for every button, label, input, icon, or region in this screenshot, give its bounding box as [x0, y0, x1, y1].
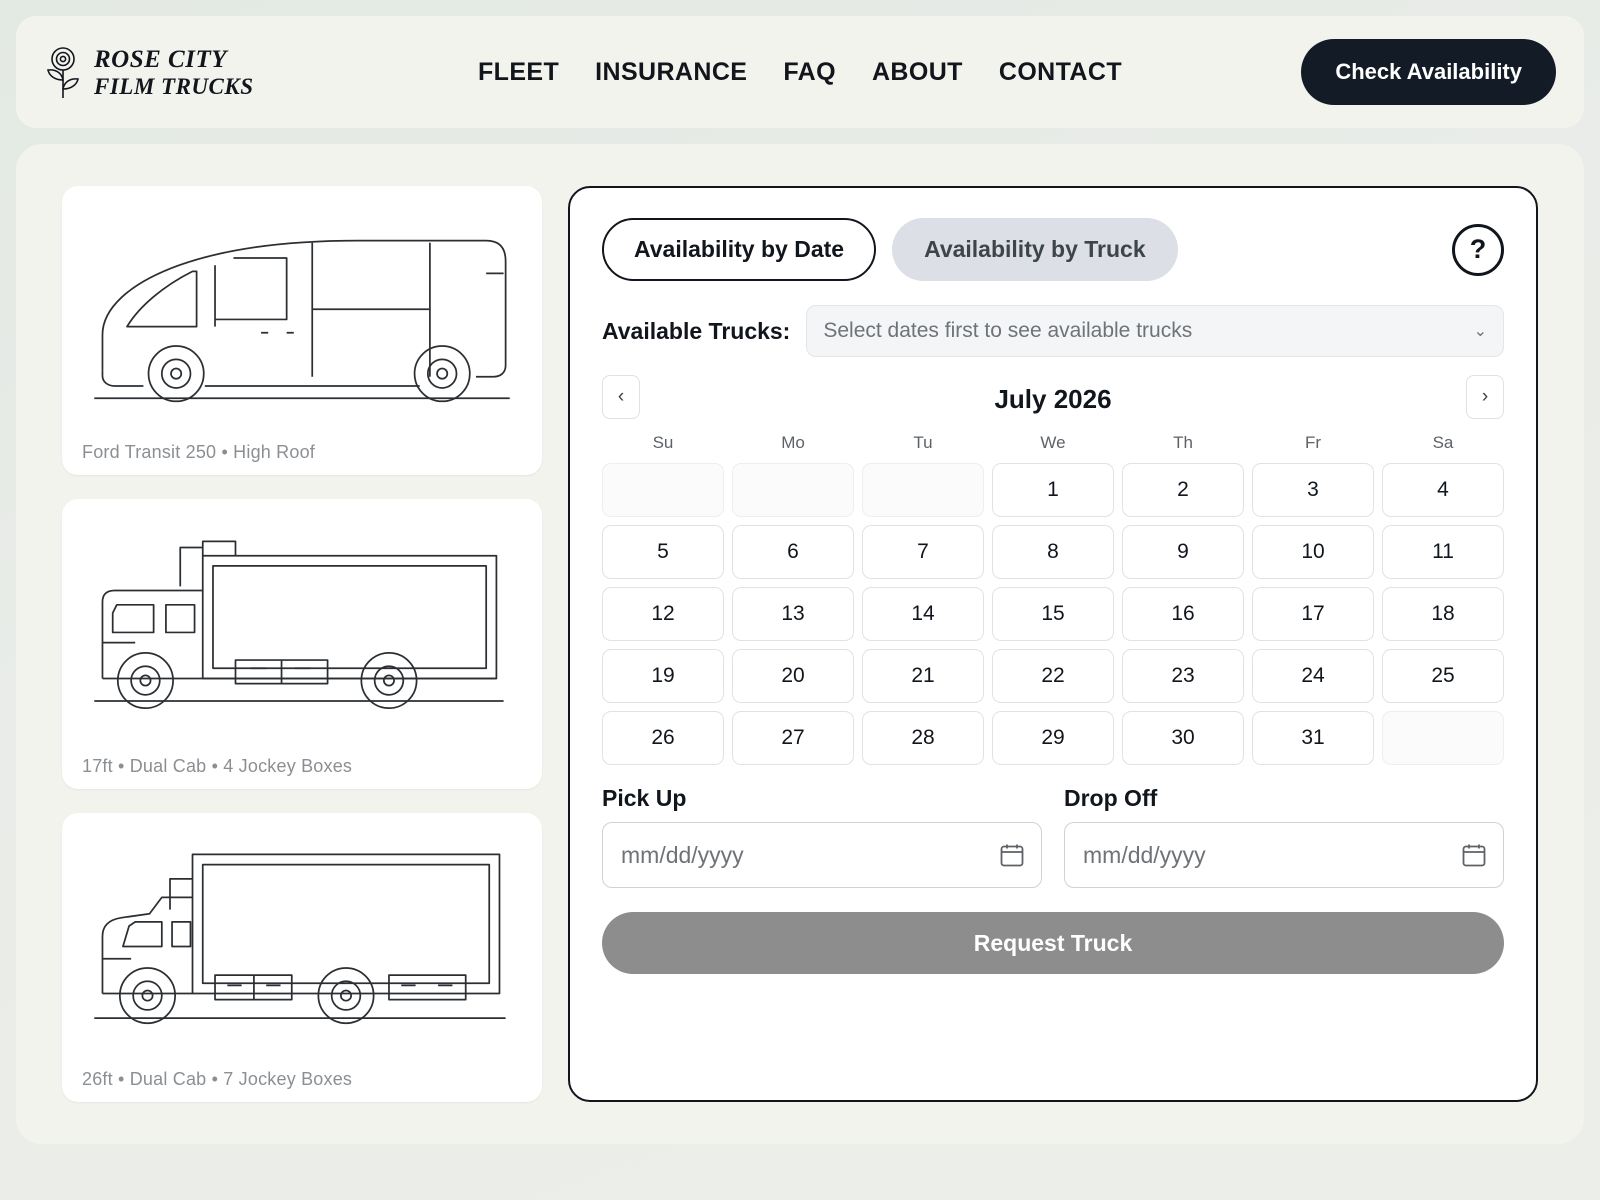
calendar-day[interactable]: 29: [992, 711, 1114, 765]
calendar-title: July 2026: [994, 383, 1112, 414]
day-header: Sa: [1432, 433, 1454, 452]
calendar-header: [602, 375, 1504, 423]
nav-item-about[interactable]: ABOUT: [871, 57, 963, 86]
day-header: We: [1040, 433, 1066, 452]
cargo-van-icon: [82, 202, 522, 436]
calendar-week-row: [602, 649, 1504, 703]
logo-line-1: ROSE CITY: [94, 45, 228, 73]
calendar-day[interactable]: 25: [1382, 649, 1504, 703]
truck-card[interactable]: [62, 499, 542, 788]
pickup-date-placeholder: mm/dd/yyyy: [621, 841, 744, 868]
check-availability-button[interactable]: Check Availability: [1301, 39, 1556, 105]
day-header: Mo: [781, 433, 805, 452]
calendar-day[interactable]: 28: [862, 711, 984, 765]
pickup-field-group: [602, 785, 1042, 888]
tab-availability-by-date[interactable]: Availability by Date: [602, 218, 876, 281]
dropoff-date-input[interactable]: [1064, 822, 1504, 888]
calendar-day[interactable]: 6: [732, 525, 854, 579]
calendar-day[interactable]: 14: [862, 587, 984, 641]
calendar-week-row: [602, 463, 1504, 517]
calendar-icon[interactable]: [999, 842, 1025, 868]
nav-item-contact[interactable]: CONTACT: [998, 57, 1123, 86]
calendar-day[interactable]: 11: [1382, 525, 1504, 579]
rose-icon: [40, 44, 86, 100]
calendar-prev-button[interactable]: ‹: [602, 375, 640, 419]
calendar-day[interactable]: 27: [732, 711, 854, 765]
day-header: Tu: [913, 433, 933, 452]
calendar-day[interactable]: 2: [1122, 463, 1244, 517]
calendar-day[interactable]: 19: [602, 649, 724, 703]
calendar-day[interactable]: 15: [992, 587, 1114, 641]
pickup-date-input[interactable]: [602, 822, 1042, 888]
calendar-icon[interactable]: [1461, 842, 1487, 868]
calendar-week-row: [602, 587, 1504, 641]
calendar-day[interactable]: 23: [1122, 649, 1244, 703]
calendar-day[interactable]: 4: [1382, 463, 1504, 517]
calendar-day[interactable]: 13: [732, 587, 854, 641]
tab-availability-by-truck[interactable]: Availability by Truck: [892, 218, 1178, 281]
calendar-week-row: [602, 711, 1504, 765]
logo[interactable]: [40, 44, 254, 100]
booking-panel: [568, 186, 1538, 1102]
calendar-day[interactable]: 5: [602, 525, 724, 579]
calendar-day[interactable]: 16: [1122, 587, 1244, 641]
day-header: Su: [652, 433, 674, 452]
calendar-day[interactable]: 18: [1382, 587, 1504, 641]
calendar-day[interactable]: 24: [1252, 649, 1374, 703]
calendar-day[interactable]: 8: [992, 525, 1114, 579]
calendar-day[interactable]: 17: [1252, 587, 1374, 641]
help-icon[interactable]: ?: [1452, 224, 1504, 276]
main-panel: [16, 144, 1584, 1144]
calendar-next-button[interactable]: ›: [1466, 375, 1504, 419]
available-trucks-select[interactable]: [806, 305, 1504, 357]
calendar-day[interactable]: 9: [1122, 525, 1244, 579]
site-header: [16, 16, 1584, 128]
day-header: Th: [1173, 433, 1193, 452]
truck-card[interactable]: [62, 186, 542, 475]
calendar-day[interactable]: 20: [732, 649, 854, 703]
calendar-day-empty: [602, 463, 724, 517]
pickup-label: Pick Up: [602, 785, 687, 811]
availability-tabs: [602, 218, 1504, 281]
nav-item-faq[interactable]: FAQ: [783, 57, 836, 86]
box-truck-17ft-icon: [82, 515, 522, 749]
calendar-day[interactable]: 12: [602, 587, 724, 641]
nav-item-fleet[interactable]: FLEET: [477, 57, 560, 86]
calendar-day[interactable]: 10: [1252, 525, 1374, 579]
chevron-down-icon: ⌄: [1473, 323, 1487, 340]
dropoff-field-group: [1064, 785, 1504, 888]
calendar-week-row: [602, 525, 1504, 579]
fleet-list: [62, 186, 542, 1102]
calendar-day[interactable]: 1: [992, 463, 1114, 517]
date-fields: [602, 785, 1504, 888]
truck-caption: Ford Transit 250 • High Roof: [82, 442, 316, 463]
dropoff-date-placeholder: mm/dd/yyyy: [1083, 841, 1206, 868]
available-trucks-label: Available Trucks:: [602, 317, 791, 344]
calendar-day-empty: [1382, 711, 1504, 765]
calendar-day-empty: [862, 463, 984, 517]
nav-item-insurance[interactable]: INSURANCE: [595, 57, 748, 86]
request-truck-button[interactable]: Request Truck: [602, 912, 1504, 974]
box-truck-26ft-icon: [82, 829, 522, 1063]
calendar-day-empty: [732, 463, 854, 517]
calendar-day[interactable]: 26: [602, 711, 724, 765]
calendar-day[interactable]: 21: [862, 649, 984, 703]
dropoff-label: Drop Off: [1064, 785, 1158, 811]
truck-caption: 26ft • Dual Cab • 7 Jockey Boxes: [82, 1068, 353, 1089]
logo-line-2: FILM TRUCKS: [94, 73, 254, 99]
calendar-day[interactable]: 7: [862, 525, 984, 579]
truck-caption: 17ft • Dual Cab • 4 Jockey Boxes: [82, 755, 353, 776]
calendar-day[interactable]: 22: [992, 649, 1114, 703]
available-trucks-row: [602, 305, 1504, 357]
calendar-day[interactable]: 3: [1252, 463, 1374, 517]
calendar-day[interactable]: 31: [1252, 711, 1374, 765]
calendar-day-headers: [602, 429, 1504, 457]
calendar-day[interactable]: 30: [1122, 711, 1244, 765]
main-nav: [478, 58, 1122, 87]
day-header: Fr: [1304, 433, 1322, 452]
available-trucks-select-value: Select dates first to see available trucks: [823, 319, 1193, 342]
truck-card[interactable]: [62, 813, 542, 1102]
